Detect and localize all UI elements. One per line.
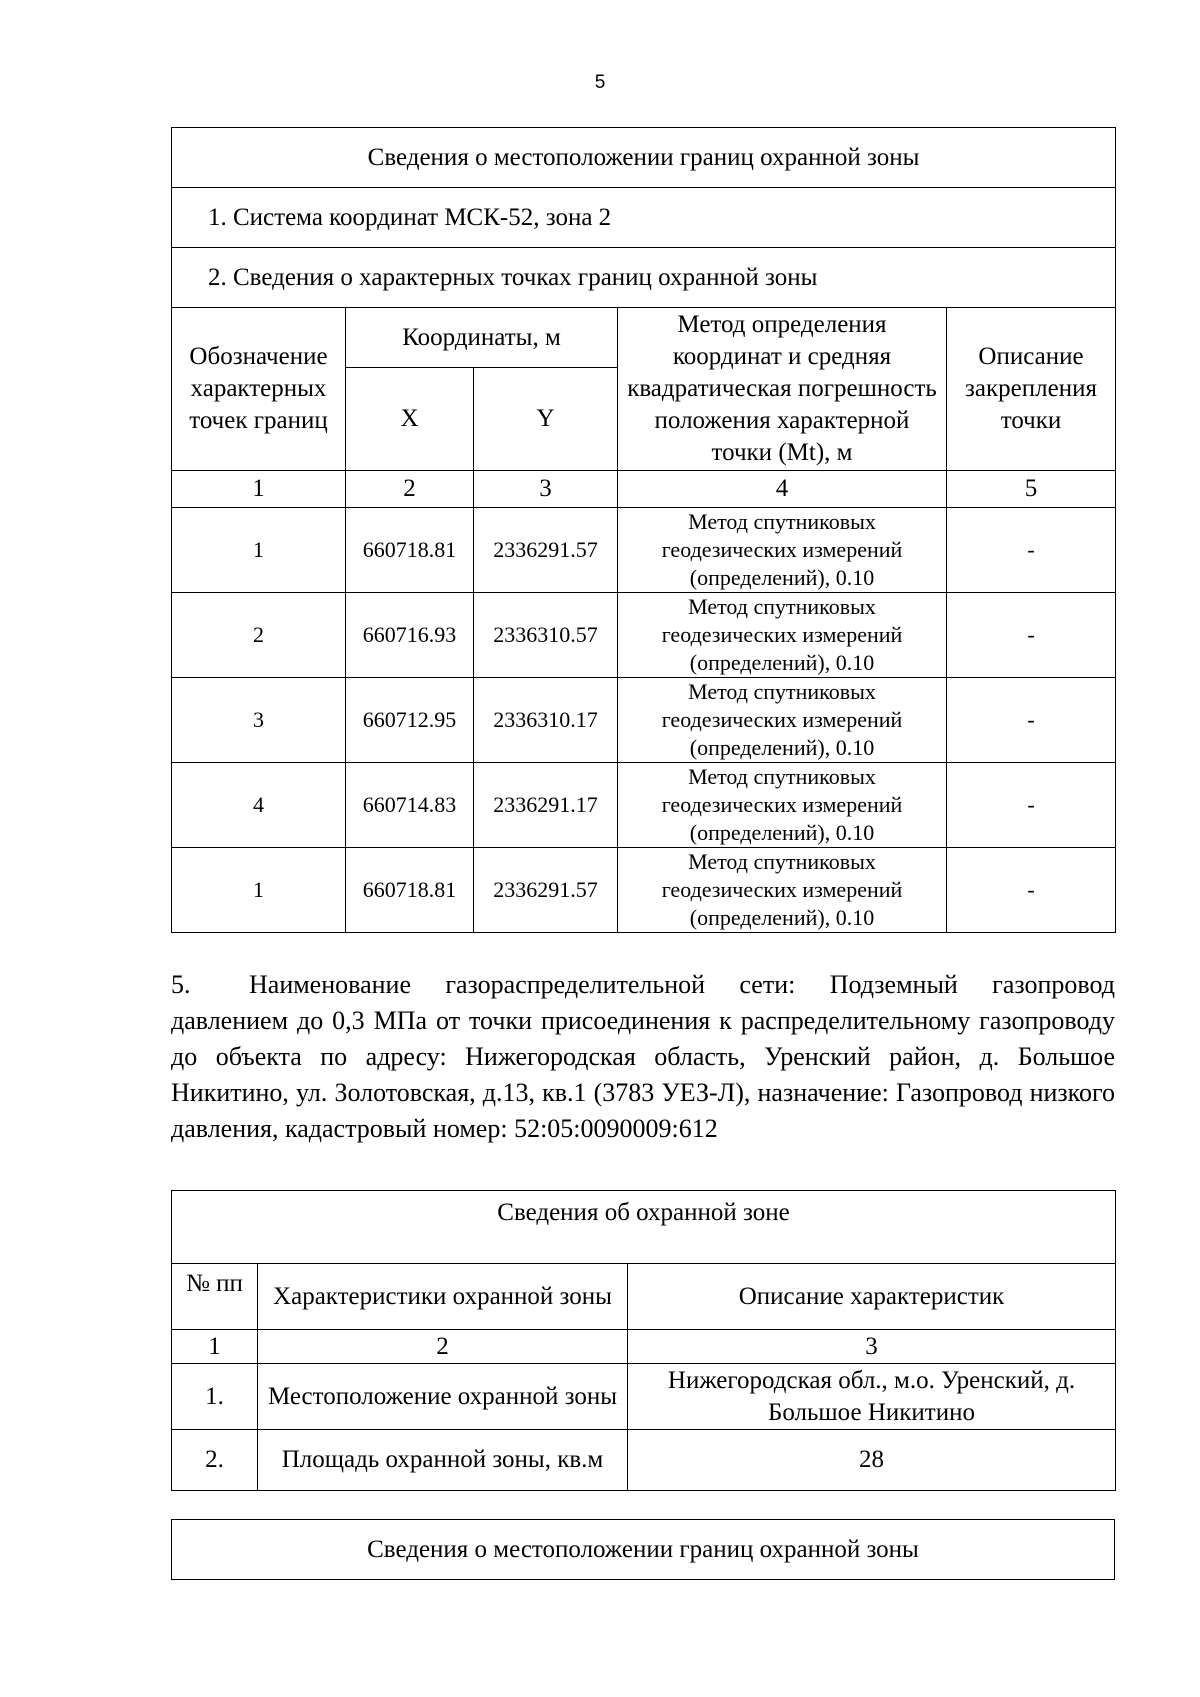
column-number: 2 xyxy=(258,1330,628,1364)
column-number: 2 xyxy=(346,471,474,508)
coord-x: 660718.81 xyxy=(346,848,474,933)
column-number: 4 xyxy=(618,471,947,508)
table3-title: Сведения о местоположении границ охранной зоны xyxy=(172,1520,1115,1580)
method-line: (определений), 0.10 xyxy=(689,565,875,590)
point-number: 4 xyxy=(172,763,346,848)
header-y: Y xyxy=(474,368,618,471)
method-line: (определений), 0.10 xyxy=(689,735,875,760)
method-cell xyxy=(618,678,947,763)
method-line: Метод спутниковых xyxy=(688,509,876,534)
point-description: - xyxy=(947,508,1116,593)
method-line: геодезических измерений xyxy=(661,792,903,817)
coord-y: 2336310.57 xyxy=(474,593,618,678)
point-number: 1 xyxy=(172,848,346,933)
coord-x: 660718.81 xyxy=(346,508,474,593)
coord-x: 660716.93 xyxy=(346,593,474,678)
coord-y: 2336291.57 xyxy=(474,508,618,593)
boundary-points-table xyxy=(171,127,1116,933)
section-number: 5. xyxy=(171,970,191,999)
section-text: Наименование газораспределительной сети: Подземный газопровод давлением до 0,3 МПа от точки присоединения к распределительному газопроводу до объекта по адресу: Нижегородская область, Уренский район, д. Большое Никитино, ул. Золотовская, д.13, кв.1 (3783 УЕЗ-Л), назначение: Газопровод низкого давления, кадастровый номер: 52:05:0090009:612 xyxy=(171,970,1115,1143)
header-num: № пп xyxy=(172,1264,258,1330)
section-5-paragraph xyxy=(171,967,1115,1147)
header-coords: Координаты, м xyxy=(346,308,618,368)
characteristic: Местоположение охранной зоны xyxy=(258,1364,628,1430)
method-line: геодезических измерений xyxy=(661,622,903,647)
header-method: Метод определения координат и средняя квадратическая погрешность положения характерной точки (Mt), м xyxy=(618,308,947,471)
method-line: Метод спутниковых xyxy=(688,679,876,704)
method-line: геодезических измерений xyxy=(661,537,903,562)
page-number: 5 xyxy=(594,72,606,93)
coord-system: 1. Система координат МСК-52, зона 2 xyxy=(172,188,1116,248)
method-line: геодезических измерений xyxy=(661,707,903,732)
table-row xyxy=(172,678,1116,763)
method-cell xyxy=(618,848,947,933)
characteristic-description: Нижегородская обл., м.о. Уренский, д. Большое Никитино xyxy=(628,1364,1116,1430)
boundary-location-table xyxy=(171,1519,1115,1580)
points-heading: 2. Сведения о характерных точках границ охранной зоны xyxy=(172,248,1116,308)
coord-y: 2336291.17 xyxy=(474,763,618,848)
header-description: Описание закрепления точки xyxy=(947,308,1116,471)
characteristic: Площадь охранной зоны, кв.м xyxy=(258,1430,628,1491)
method-cell xyxy=(618,763,947,848)
column-number: 3 xyxy=(628,1330,1116,1364)
method-cell xyxy=(618,508,947,593)
table-row xyxy=(172,848,1116,933)
column-number: 5 xyxy=(947,471,1116,508)
table-row xyxy=(172,593,1116,678)
method-line: Метод спутниковых xyxy=(688,594,876,619)
column-number: 1 xyxy=(172,471,346,508)
point-description: - xyxy=(947,848,1116,933)
method-line: Метод спутниковых xyxy=(688,764,876,789)
table1-title: Сведения о местоположении границ охранной зоны xyxy=(172,128,1116,188)
method-line: (определений), 0.10 xyxy=(689,905,875,930)
coord-y: 2336291.57 xyxy=(474,848,618,933)
characteristic-description: 28 xyxy=(628,1430,1116,1491)
coord-y: 2336310.17 xyxy=(474,678,618,763)
header-x: X xyxy=(346,368,474,471)
table2-title: Сведения об охранной зоне xyxy=(172,1191,1116,1264)
point-number: 1 xyxy=(172,508,346,593)
point-number: 2 xyxy=(172,593,346,678)
point-description: - xyxy=(947,593,1116,678)
table-row xyxy=(172,1430,1116,1491)
table-row xyxy=(172,1364,1116,1430)
method-line: (определений), 0.10 xyxy=(689,650,875,675)
column-number: 1 xyxy=(172,1330,258,1364)
coord-x: 660712.95 xyxy=(346,678,474,763)
method-line: (определений), 0.10 xyxy=(689,820,875,845)
header-characteristic: Характеристики охранной зоны xyxy=(258,1264,628,1330)
row-number: 2. xyxy=(172,1430,258,1491)
protection-zone-table xyxy=(171,1190,1116,1491)
header-designation: Обозначение характерных точек границ xyxy=(172,308,346,471)
method-cell xyxy=(618,593,947,678)
point-description: - xyxy=(947,763,1116,848)
coord-x: 660714.83 xyxy=(346,763,474,848)
method-line: Метод спутниковых xyxy=(688,849,876,874)
method-line: геодезических измерений xyxy=(661,877,903,902)
point-description: - xyxy=(947,678,1116,763)
table-row xyxy=(172,763,1116,848)
header-characteristic-description: Описание характеристик xyxy=(628,1264,1116,1330)
row-number: 1. xyxy=(172,1364,258,1430)
table-row xyxy=(172,508,1116,593)
point-number: 3 xyxy=(172,678,346,763)
column-number: 3 xyxy=(474,471,618,508)
